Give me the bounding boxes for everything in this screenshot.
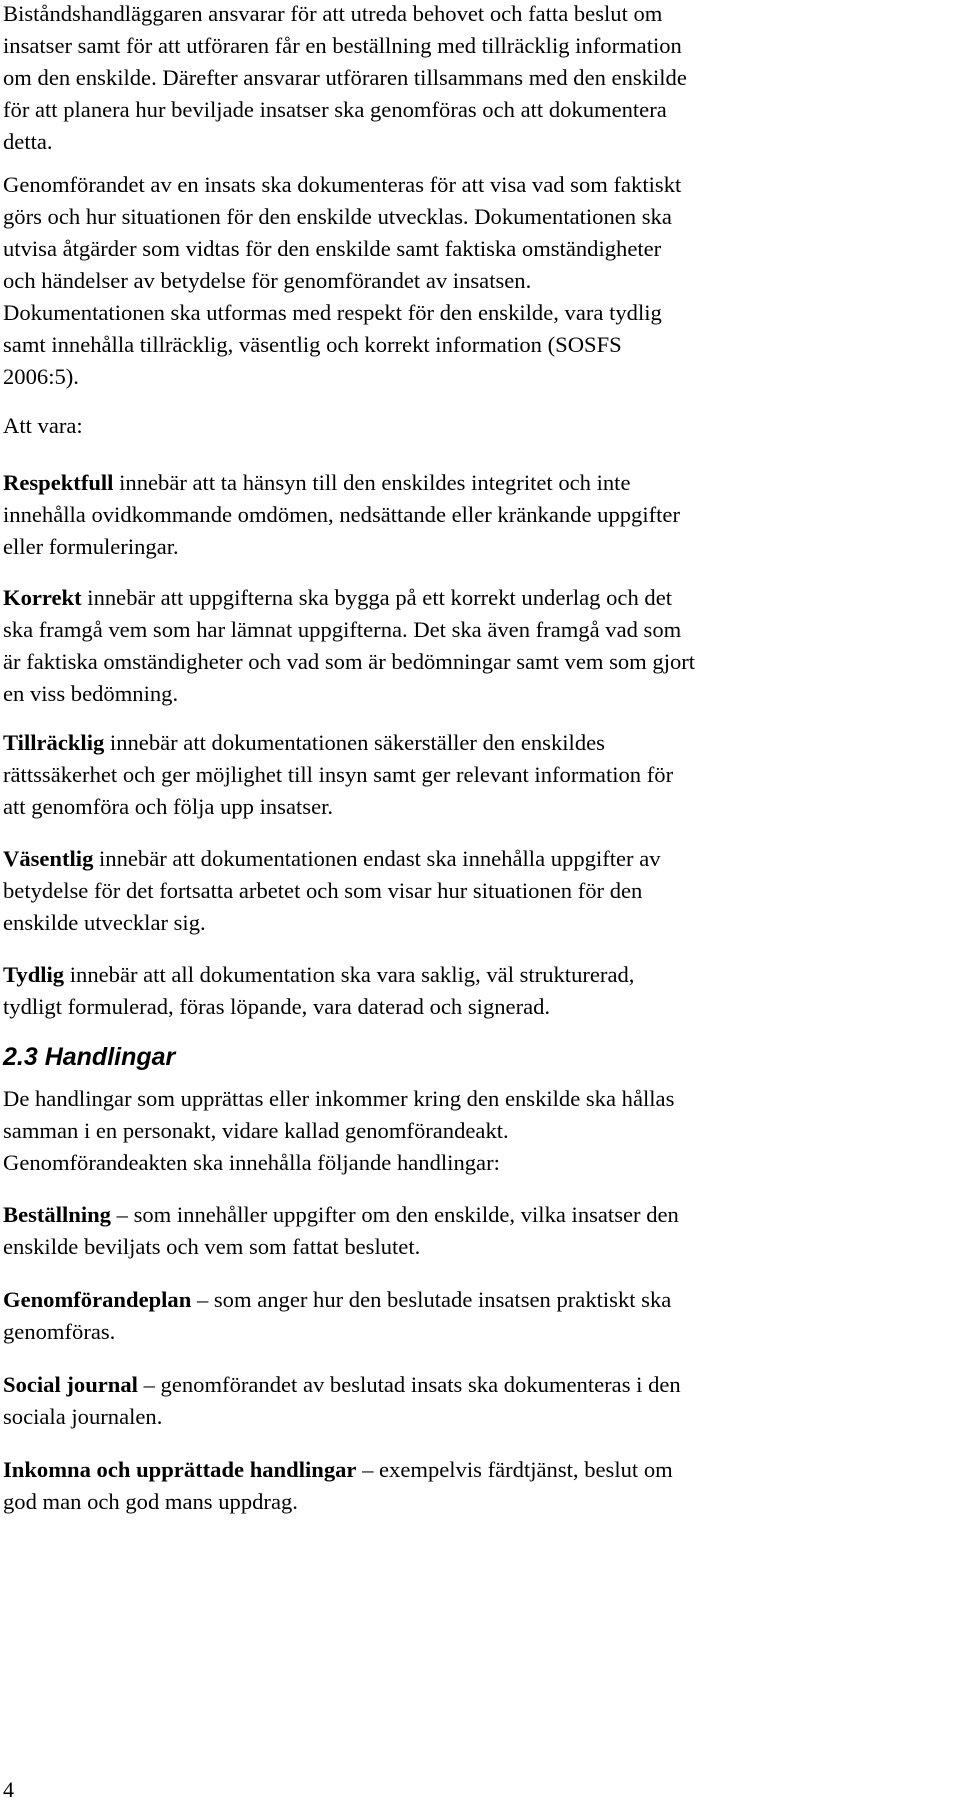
text-line: ska framgå vem som har lämnat uppgifterna. Det ska även framgå vad som — [3, 617, 682, 642]
definition-korrekt — [3, 582, 943, 710]
text-line: utvisa åtgärder som vidtas för den enskilde samt faktiska omständigheter — [3, 236, 662, 261]
text-line: genomföras. — [3, 1319, 116, 1344]
definition-vasentlig — [3, 843, 943, 939]
definition-term: Tillräcklig — [3, 730, 105, 755]
text-line: god man och god mans uppdrag. — [3, 1489, 298, 1514]
document-text: – som innehåller uppgifter om den enskilde, vilka insatser den — [110, 1202, 679, 1227]
text-line: enskilde beviljats och vem som fattat beslutet. — [3, 1234, 421, 1259]
text-line: görs och hur situationen för den enskilde utvecklas. Dokumentationen ska — [3, 204, 672, 229]
text-line: enskilde utvecklar sig. — [3, 910, 206, 935]
text-line: Genomförandet av en insats ska dokumenteras för att visa vad som faktiskt — [3, 172, 682, 197]
text-line: Att vara: — [3, 413, 83, 438]
paragraph-att-vara — [3, 410, 943, 442]
definition-text: innebär att dokumentationen endast ska innehålla uppgifter av — [93, 846, 661, 871]
text-line: betydelse för det fortsatta arbetet och som visar hur situationen för den — [3, 878, 643, 903]
definition-tydlig — [3, 959, 943, 1023]
definition-term: Tydlig — [3, 962, 65, 987]
document-item-social-journal — [3, 1369, 943, 1433]
text-line: sociala journalen. — [3, 1404, 163, 1429]
text-line: och händelser av betydelse för genomförandet av insatsen. — [3, 268, 532, 293]
document-item-bestallning — [3, 1199, 943, 1263]
document-item-genomforandeplan — [3, 1284, 943, 1348]
text-line: Genomförandeakten ska innehålla följande handlingar: — [3, 1150, 500, 1175]
page-number: 4 — [3, 1777, 14, 1802]
text-line: insatser samt för att utföraren får en beställning med tillräcklig information — [3, 33, 682, 58]
document-term: Genomförandeplan — [3, 1287, 192, 1312]
text-line: detta. — [3, 129, 53, 154]
text-line: samman i en personakt, vidare kallad genomförandeakt. — [3, 1118, 509, 1143]
definition-text: innebär att uppgifterna ska bygga på ett korrekt underlag och det — [81, 585, 673, 610]
definition-term: Respektfull — [3, 470, 114, 495]
document-text: – exempelvis färdtjänst, beslut om — [356, 1457, 673, 1482]
definition-text: innebär att ta hänsyn till den enskildes integritet och inte — [113, 470, 631, 495]
text-line: en viss bedömning. — [3, 681, 179, 706]
text-line: är faktiska omständigheter och vad som är bedömningar samt vem som gjort — [3, 649, 696, 674]
text-line: eller formuleringar. — [3, 534, 179, 559]
section-intro — [3, 1083, 943, 1179]
definition-tillracklig — [3, 727, 943, 823]
text-line: De handlingar som upprättas eller inkommer kring den enskilde ska hållas — [3, 1086, 675, 1111]
document-term: Social journal — [3, 1372, 138, 1397]
document-item-inkomna-handlingar — [3, 1454, 943, 1518]
definition-term: Korrekt — [3, 585, 82, 610]
text-line: innehålla ovidkommande omdömen, nedsättande eller kränkande uppgifter — [3, 502, 680, 527]
text-line: för att planera hur beviljade insatser ska genomföras och att dokumentera — [3, 97, 667, 122]
text-line: om den enskilde. Därefter ansvarar utföraren tillsammans med den enskilde — [3, 65, 687, 90]
paragraph-documentation — [3, 169, 943, 393]
text-line: 2006:5). — [3, 364, 79, 389]
document-text: – genomförandet av beslutad insats ska dokumenteras i den — [137, 1372, 681, 1397]
document-text: – som anger hur den beslutade insatsen praktiskt ska — [191, 1287, 672, 1312]
definition-text: innebär att dokumentationen säkerställer den enskildes — [104, 730, 605, 755]
document-term: Inkomna och upprättade handlingar — [3, 1457, 357, 1482]
text-line: Biståndshandläggaren ansvarar för att utreda behovet och fatta beslut om — [3, 1, 663, 26]
paragraph-responsibility — [3, 0, 943, 158]
section-heading: 2.3 Handlingar — [3, 1043, 176, 1071]
document-term: Beställning — [3, 1202, 111, 1227]
text-line: Dokumentationen ska utformas med respekt för den enskilde, vara tydlig — [3, 300, 662, 325]
text-line: att genomföra och följa upp insatser. — [3, 794, 334, 819]
text-line: samt innehålla tillräcklig, väsentlig och korrekt information (SOSFS — [3, 332, 622, 357]
definition-term: Väsentlig — [3, 846, 94, 871]
definition-respektfull — [3, 467, 943, 563]
text-line: rättssäkerhet och ger möjlighet till insyn samt ger relevant information för — [3, 762, 674, 787]
definition-text: innebär att all dokumentation ska vara saklig, väl strukturerad, — [64, 962, 635, 987]
text-line: tydligt formulerad, föras löpande, vara daterad och signerad. — [3, 994, 551, 1019]
